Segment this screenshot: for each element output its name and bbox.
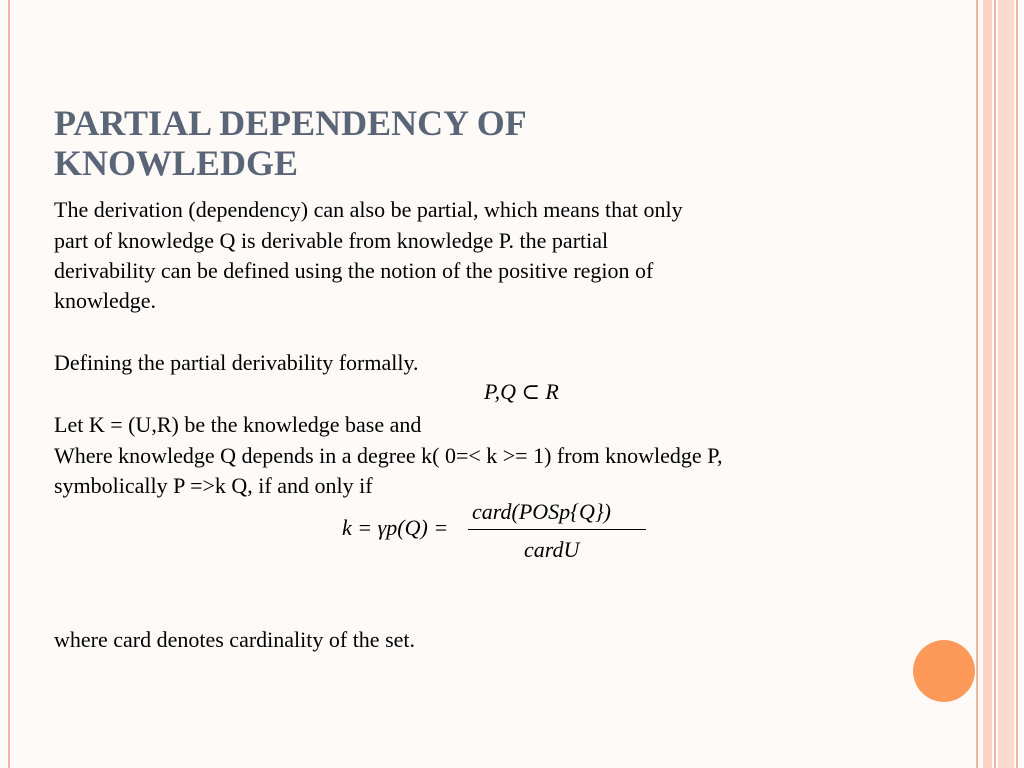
right-border-stripe [994,0,996,768]
slide-title: PARTIAL DEPENDENCY OF KNOWLEDGE [54,103,526,183]
decorative-circle [913,640,975,702]
body-line: The derivation (dependency) can also be partial, which means that only [54,197,683,222]
right-border-stripe [1016,0,1018,768]
body-line: where card denotes cardinality of the set. [54,627,416,652]
body-line: part of knowledge Q is derivable from knowledge P. the partial [54,228,609,253]
fraction-bar [468,529,646,530]
body-line: symbolically P =>k Q, if and only if [54,473,373,498]
body-line: Where knowledge Q depends in a degree k( 0=< k >= 1) from knowledge P, [54,443,723,468]
formula-subset: P,Q ⊂ R [484,379,559,404]
formula-lhs: k = γp(Q) = [342,515,449,540]
formula-denominator: cardU [524,537,580,562]
right-border-stripe [983,0,992,768]
body-line: Let K = (U,R) be the knowledge base and [54,412,422,437]
left-border-line [8,0,10,768]
body-line: knowledge. [54,288,157,313]
right-border-stripe [976,0,978,768]
formula-numerator: card(POSp{Q}) [472,499,611,524]
body-line: derivability can be defined using the notion of the positive region of [54,258,654,283]
body-line: Defining the partial derivability formally. [54,350,419,375]
right-border-stripe [998,0,1014,768]
